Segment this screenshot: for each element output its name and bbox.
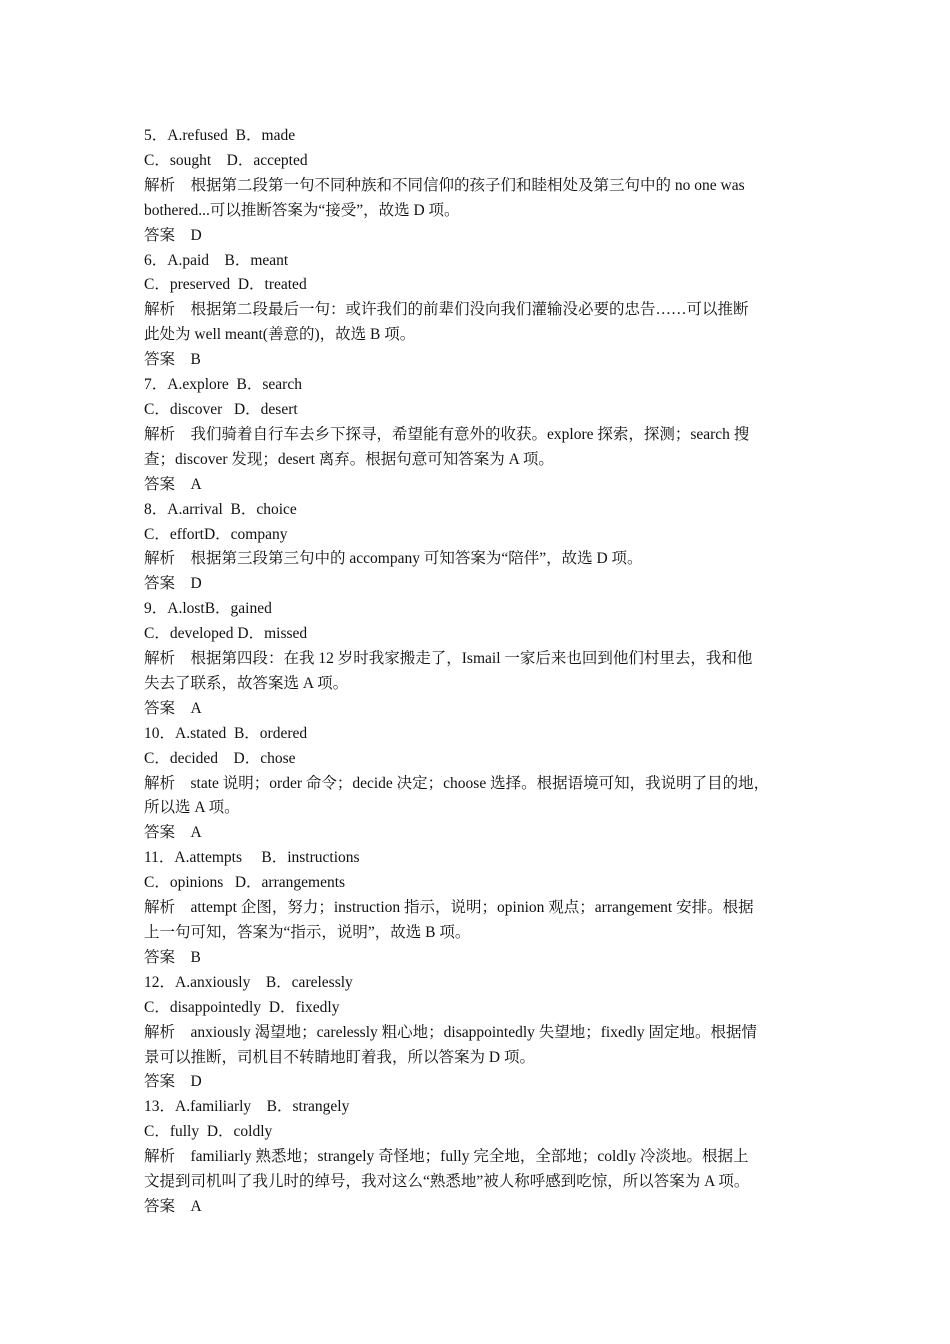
q13-options-line: 13．A.familiarly B．strangely xyxy=(144,1098,350,1116)
q5-options-line: 5．A.refused B．made xyxy=(144,127,296,144)
q11-options-line: 11．A.attempts B．instructions xyxy=(144,849,360,867)
q9-options-line: C．developed D．missed xyxy=(144,625,308,643)
q6-explanation-line: 此处为 well meant(善意的)，故选 B 项。 xyxy=(144,326,416,344)
q11-explanation-line: 解析 attempt 企图，努力；instruction 指示，说明；opinion 观点；arrangement 安排。根据 xyxy=(144,899,754,917)
q5-explanation-line: 解析 根据第二段第一句不同种族和不同信仰的孩子们和睦相处及第三句中的 no one was xyxy=(144,176,745,194)
q6-answer-line: 答案 B xyxy=(144,351,201,369)
q5-answer-line: 答案 D xyxy=(144,226,202,244)
q10-explanation-line: 所以选 A 项。 xyxy=(144,799,240,817)
q7-options-line: 7．A.explore B．search xyxy=(144,376,302,394)
q9-options-line: 9．A.lostB．gained xyxy=(144,600,272,618)
q9-explanation-line: 解析 根据第四段：在我 12 岁时我家搬走了，Ismail 一家后来也回到他们村里去，我和他 xyxy=(144,650,753,668)
q7-options-line: C．discover D．desert xyxy=(144,400,298,418)
q13-explanation-line: 解析 familiarly 熟悉地；strangely 奇怪地；fully 完全地，全部地；coldly 冷淡地。根据上 xyxy=(144,1148,749,1166)
q8-options-line: 8．A.arrival B．choice xyxy=(144,500,297,518)
q10-explanation-line: 解析 state 说明；order 命令；decide 决定；choose 选择。根据语境可知，我说明了目的地， xyxy=(144,774,770,792)
q10-options-line: 10．A.stated B．ordered xyxy=(144,724,308,742)
q12-explanation-line: 景可以推断，司机目不转睛地盯着我，所以答案为 D 项。 xyxy=(144,1048,535,1066)
q6-explanation-line: 解析 根据第二段最后一句：或许我们的前辈们没向我们灌输没必要的忠告……可以推断 xyxy=(144,301,749,319)
q13-answer-line: 答案 A xyxy=(144,1197,202,1215)
q7-explanation-line: 查；discover 发现；desert 离弃。根据句意可知答案为 A 项。 xyxy=(144,450,554,468)
q12-options-line: C．disappointedly D．fixedly xyxy=(144,998,340,1016)
q11-explanation-line: 上一句可知，答案为“指示，说明”，故选 B 项。 xyxy=(144,924,471,941)
q10-options-line: C．decided D．chose xyxy=(144,749,296,767)
q11-options-line: C．opinions D．arrangements xyxy=(144,874,346,892)
q12-explanation-line: 解析 anxiously 渴望地；carelessly 粗心地；disappointedly 失望地；fixedly 固定地。根据情 xyxy=(144,1023,758,1041)
q8-options-line: C．effortD．company xyxy=(144,525,288,543)
q11-answer-line: 答案 B xyxy=(144,948,201,966)
q12-answer-line: 答案 D xyxy=(144,1073,202,1091)
q5-options-line: C．sought D．accepted xyxy=(144,151,308,169)
q10-answer-line: 答案 A xyxy=(144,824,202,842)
q9-answer-line: 答案 A xyxy=(144,699,202,717)
q5-explanation-line: bothered...可以推断答案为“接受”，故选 D 项。 xyxy=(144,201,460,219)
q7-explanation-line: 解析 我们骑着自行车去乡下探寻，希望能有意外的收获。explore 探索，探测；search 搜 xyxy=(144,425,750,443)
q13-explanation-line: 文提到司机叫了我儿时的绰号，我对这么“熟悉地”被人称呼感到吃惊，所以答案为 A 项。 xyxy=(144,1173,750,1191)
q6-options-line: C．preserved D．treated xyxy=(144,276,307,294)
q13-options-line: C．fully D．coldly xyxy=(144,1123,273,1141)
document-page xyxy=(144,124,820,1220)
q8-explanation-line: 解析 根据第三段第三句中的 accompany 可知答案为“陪伴”，故选 D 项。 xyxy=(144,550,643,568)
q8-answer-line: 答案 D xyxy=(144,575,202,593)
q12-options-line: 12．A.anxiously B．carelessly xyxy=(144,973,353,991)
q9-explanation-line: 失去了联系，故答案选 A 项。 xyxy=(144,674,349,692)
q7-answer-line: 答案 A xyxy=(144,475,202,493)
q6-options-line: 6．A.paid B．meant xyxy=(144,251,289,269)
